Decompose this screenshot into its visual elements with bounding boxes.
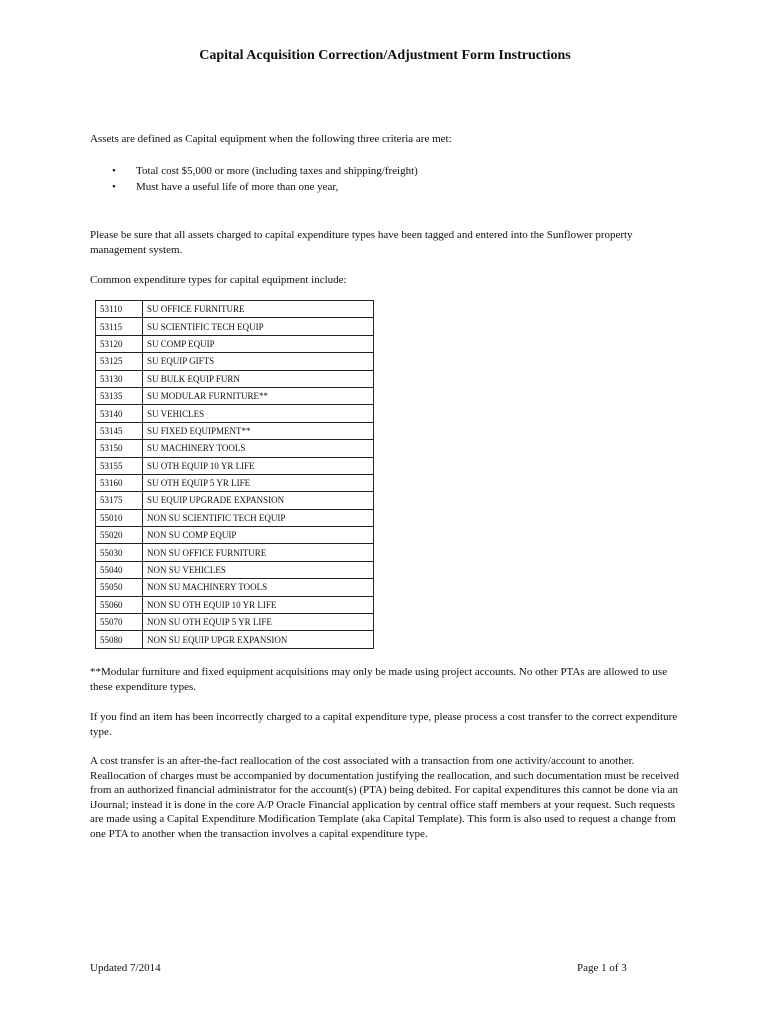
expenditure-code: 55080 bbox=[96, 631, 143, 648]
expenditure-description: SU OTH EQUIP 10 YR LIFE bbox=[143, 457, 374, 474]
document-title: Capital Acquisition Correction/Adjustment Form Instructions bbox=[199, 48, 571, 63]
table-row bbox=[96, 318, 374, 335]
expenditure-code: 53140 bbox=[96, 405, 143, 422]
expenditure-code: 55070 bbox=[96, 614, 143, 631]
incorrect-charge-text: If you find an item has been incorrectly charged to a capital expenditure type, please process a cost transfer to the correct expenditure type. bbox=[90, 711, 678, 738]
expenditure-code: 55060 bbox=[96, 596, 143, 613]
expenditure-code: 53115 bbox=[96, 318, 143, 335]
table-row bbox=[96, 353, 374, 370]
expenditure-code: 53120 bbox=[96, 335, 143, 352]
expenditure-code: 53110 bbox=[96, 301, 143, 318]
expenditure-description: SU BULK EQUIP FURN bbox=[143, 370, 374, 387]
expenditure-description: SU EQUIP GIFTS bbox=[143, 353, 374, 370]
expenditure-description: SU COMP EQUIP bbox=[143, 335, 374, 352]
table-row bbox=[96, 301, 374, 318]
expenditure-code: 55030 bbox=[96, 544, 143, 561]
table-row bbox=[96, 544, 374, 561]
table-row bbox=[96, 614, 374, 631]
footer-updated: Updated 7/2014 bbox=[90, 962, 161, 974]
expenditure-code: 53130 bbox=[96, 370, 143, 387]
bullet-icon: • bbox=[112, 180, 116, 193]
table-row bbox=[96, 474, 374, 491]
table-row bbox=[96, 387, 374, 404]
table-row bbox=[96, 457, 374, 474]
expenditure-code: 55020 bbox=[96, 527, 143, 544]
expenditure-description: NON SU OTH EQUIP 5 YR LIFE bbox=[143, 614, 374, 631]
table-row bbox=[96, 370, 374, 387]
expenditure-code: 55050 bbox=[96, 579, 143, 596]
expenditure-code: 53125 bbox=[96, 353, 143, 370]
table-row bbox=[96, 527, 374, 544]
list-item: • Must have a useful life of more than one year, bbox=[112, 180, 418, 196]
tagging-note: Please be sure that all assets charged to capital expenditure types have been tagged and entered into the Sunflower property management system. bbox=[90, 229, 633, 256]
table-row bbox=[96, 596, 374, 613]
table-row bbox=[96, 492, 374, 509]
expenditure-types-table bbox=[95, 300, 374, 649]
table-row bbox=[96, 405, 374, 422]
expenditure-description: NON SU VEHICLES bbox=[143, 561, 374, 578]
bullet-icon: • bbox=[112, 165, 116, 177]
table-row bbox=[96, 509, 374, 526]
expenditure-description: SU OFFICE FURNITURE bbox=[143, 301, 374, 318]
table-row bbox=[96, 579, 374, 596]
expenditure-description: NON SU EQUIP UPGR EXPANSION bbox=[143, 631, 374, 648]
list-item: • Total cost $5,000 or more (including taxes and shipping/freight) bbox=[112, 164, 418, 180]
expenditure-description: NON SU OTH EQUIP 10 YR LIFE bbox=[143, 596, 374, 613]
table-row bbox=[96, 631, 374, 648]
expenditure-description: SU FIXED EQUIPMENT** bbox=[143, 422, 374, 439]
table-row bbox=[96, 440, 374, 457]
expenditure-description: SU MACHINERY TOOLS bbox=[143, 440, 374, 457]
expenditure-code: 53150 bbox=[96, 440, 143, 457]
criteria-list bbox=[112, 164, 418, 195]
table-row bbox=[96, 561, 374, 578]
intro-text: Assets are defined as Capital equipment when the following three criteria are met: bbox=[90, 133, 452, 145]
expenditure-description: SU OTH EQUIP 5 YR LIFE bbox=[143, 474, 374, 491]
expenditure-description: NON SU OFFICE FURNITURE bbox=[143, 544, 374, 561]
expenditure-code: 53155 bbox=[96, 457, 143, 474]
expenditure-description: NON SU COMP EQUIP bbox=[143, 527, 374, 544]
footer-page-number: Page 1 of 3 bbox=[577, 962, 627, 974]
expenditure-code: 53135 bbox=[96, 387, 143, 404]
expenditure-code: 55040 bbox=[96, 561, 143, 578]
expenditure-description: SU EQUIP UPGRADE EXPANSION bbox=[143, 492, 374, 509]
expenditure-code: 53160 bbox=[96, 474, 143, 491]
expenditure-description: SU SCIENTIFIC TECH EQUIP bbox=[143, 318, 374, 335]
expenditure-description: SU MODULAR FURNITURE** bbox=[143, 387, 374, 404]
expenditure-description: NON SU SCIENTIFIC TECH EQUIP bbox=[143, 509, 374, 526]
expenditure-code: 53175 bbox=[96, 492, 143, 509]
cost-transfer-text: A cost transfer is an after-the-fact reallocation of the cost associated with a transaction from one activity/account to another. Reallocation of charges must be accompanied by documentation justifying the reallocation, and such documentation must be received from an authorized financial administrator for the account(s) (PTA) being debited. For capital expenditures this cannot be done via an iJournal; instead it is done in the core A/P Oracle Financial application by central office staff members at your request. Such requests are made using a Capital Expenditure Modification Template (aka Capital Template). This form is also used to request a change from one PTA to another when the transaction involves a capital expenditure type. bbox=[90, 755, 680, 840]
table-intro: Common expenditure types for capital equipment include: bbox=[90, 274, 347, 286]
table-row bbox=[96, 335, 374, 352]
expenditure-description: SU VEHICLES bbox=[143, 405, 374, 422]
expenditure-description: NON SU MACHINERY TOOLS bbox=[143, 579, 374, 596]
expenditure-code: 53145 bbox=[96, 422, 143, 439]
footnote: **Modular furniture and fixed equipment acquisitions may only be made using project accounts. No other PTAs are allowed to use these expenditure types. bbox=[90, 666, 668, 693]
table-row bbox=[96, 422, 374, 439]
expenditure-code: 55010 bbox=[96, 509, 143, 526]
